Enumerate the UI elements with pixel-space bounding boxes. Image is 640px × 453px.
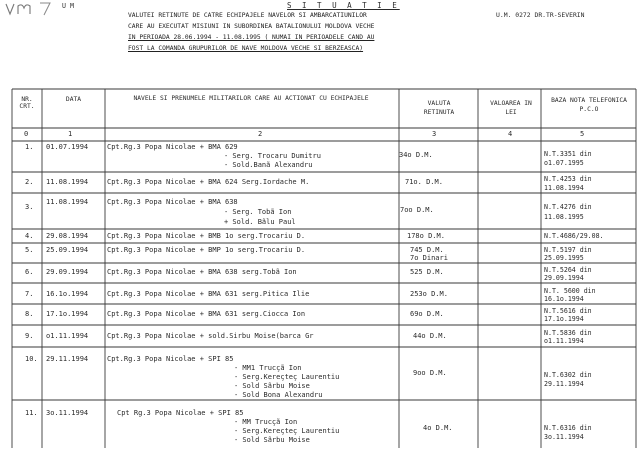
row-date: 01.07.1994 [46,143,89,151]
column-header-nr: NR. CRT. [19,96,35,110]
header-line-4: FOST LA COMANDA GRUPURILOR DE NAVE MOLDOVA VECHE SI BERZEASCA) [128,45,364,52]
row-valuta: 745 D.M. [410,246,444,254]
crew-line: - Serg.Kereçteç Laurentiu [234,373,340,381]
row-baza: 3o.11.1994 [544,433,584,441]
crew-line: - Serg. Trocaru Dumitru [224,152,321,160]
row-baza: 29.11.1994 [544,380,584,388]
row-baza: N.T.3351 din [544,150,592,158]
row-date: 25.09.1994 [46,246,89,254]
row-baza: N.T.5264 din [544,266,592,274]
header-line-3: IN PERIOADA 28.06.1994 - 11.08.1995 ( NUMAI IN PERIOADELE CAND AU [128,34,375,41]
row-number: 1. [25,143,34,151]
row-baza: 11.08.1994 [544,184,584,192]
crew-line: Cpt.Rg.3 Popa Nicolae + BMA 631 serg.Pitica Ilie [107,290,310,298]
crew-line: Cpt.Rg.3 Popa Nicolae + BMA 631 serg.Ciocca Ion [107,310,306,318]
crew-line: Cpt.Rg.3 Popa Nicolae + BMP 1o serg.Trocariu D. [107,246,306,254]
row-baza: N.T.4686/29.08. [544,232,604,240]
row-date: 17.1o.1994 [46,310,89,318]
row-date: 11.08.1994 [46,198,89,206]
crew-line: Cpt.Rg.3 Popa Nicolae + BMA 638 serg.Tobã Ion [107,268,297,276]
row-baza: 11.08.1995 [544,213,584,221]
crew-line: - Serg.Kereçteç Laurentiu [234,427,340,435]
row-number: 9. [25,332,34,340]
row-number: 8. [25,310,34,318]
unit-reference: U.M. 0272 DR.TR-SEVERIN [496,11,585,19]
row-baza: N.T. 5600 din [544,287,596,295]
crew-line: - Sold Sãrbu Moise [234,382,310,390]
row-number: 3. [25,203,34,211]
row-valuta: 71o. D.M. [405,178,443,186]
crew-line: - Sold.Banã Alexandru [224,161,313,169]
crew-line: Cpt.Rg.3 Popa Nicolae + BMA 629 [107,143,238,151]
column-number: 3 [432,130,437,138]
row-baza: 16.1o.1994 [544,295,584,303]
row-baza: 29.09.1994 [544,274,584,282]
row-valuta: 7oo D.M. [400,206,434,214]
row-valuta: 7o Dinari [410,254,448,262]
row-date: 29.11.1994 [46,355,89,363]
row-number: 5. [25,246,34,254]
row-valuta: 178o D.M. [407,232,445,240]
row-valuta: 4o D.M. [423,424,453,432]
row-number: 2. [25,178,34,186]
row-number: 6. [25,268,34,276]
column-number: 5 [580,130,585,138]
row-baza: o1.11.1994 [544,337,584,345]
column-number: 0 [24,130,29,138]
row-date: 11.08.1994 [46,178,89,186]
row-number: 7. [25,290,34,298]
column-number: 2 [258,130,263,138]
crew-line: Cpt.Rg.3 Popa Nicolae + SPI 85 [107,355,234,363]
row-baza: N.T.5836 din [544,329,592,337]
crew-line: - Sold Sãrbu Moise [234,436,310,444]
row-baza: N.T.4253 din [544,175,592,183]
row-valuta: 253o D.M. [410,290,448,298]
header-line-1: VALUTEI RETINUTE DE CATRE ECHIPAJELE NAVELOR SI AMBARCATIUNILOR [128,12,367,19]
row-date: 3o.11.1994 [46,409,89,417]
crew-line: Cpt.Rg.3 Popa Nicolae + sold.Sirbu Moise(barca Gr [107,332,314,340]
column-header-baza: BAZA NOTA TELEFONICA P.C.O [551,97,627,113]
row-baza: N.T.4276 din [544,203,592,211]
crew-line: Cpt.Rg.3 Popa Nicolae + BMA 638 [107,198,238,206]
header-line-2: CARE AU EXECUTAT MISIUNI IN SUBORDINEA BATALIONULUI MOLDOVA VECHE [128,23,375,30]
row-date: 16.1o.1994 [46,290,89,298]
row-valuta: 525 D.M. [410,268,444,276]
crew-line: Cpt.Rg.3 Popa Nicolae + BMB 1o serg.Trocariu D. [107,232,306,240]
column-header-nava: NAVELE SI PRENUMELE MILITARILOR CARE AU ACTIONAT CU ECHIPAJELE [133,95,369,102]
row-number: 11. [25,409,38,417]
row-number: 4. [25,232,34,240]
row-number: 10. [25,355,38,363]
crew-line: - MM1 Trucçã Ion [234,364,302,372]
crew-line: - MM Trucçã Ion [234,418,298,426]
row-baza: 17.1o.1994 [544,315,584,323]
crew-line: - Serg. Tobã Ion [224,208,292,216]
column-header-valoarea: VALOAREA IN LEI [490,100,532,116]
row-baza: o1.07.1995 [544,159,584,167]
document-title: S I T U A T I E [287,1,400,10]
row-valuta: 9oo D.M. [413,369,447,377]
row-date: o1.11.1994 [46,332,89,340]
row-valuta: 44o D.M. [413,332,447,340]
row-date: 29.08.1994 [46,232,89,240]
row-baza: 25.09.1995 [544,254,584,262]
row-valuta: 69o D.M. [410,310,444,318]
row-baza: N.T.5197 din [544,246,592,254]
row-baza: N.T.6302 din [544,371,592,379]
column-header-data: DATA [65,96,82,103]
crew-line: + Sold. Bãlu Paul [224,218,296,226]
column-number: 1 [68,130,73,138]
row-valuta: 34o D.M. [399,151,433,159]
row-baza: N.T.6316 din [544,424,592,432]
crew-line: Cpt Rg.3 Popa Nicolae + SPI 85 [117,409,244,417]
row-date: 29.09.1994 [46,268,89,276]
crew-line: Cpt.Rg.3 Popa Nicolae + BMA 624 Serg.Iordache M. [107,178,310,186]
crew-line: - Sold Bona Alexandru [234,391,323,399]
row-baza: N.T.5616 din [544,307,592,315]
corner-mark: U M [62,2,74,10]
column-header-valuta: VALUTA RETINUTA [423,100,455,116]
column-number: 4 [508,130,513,138]
